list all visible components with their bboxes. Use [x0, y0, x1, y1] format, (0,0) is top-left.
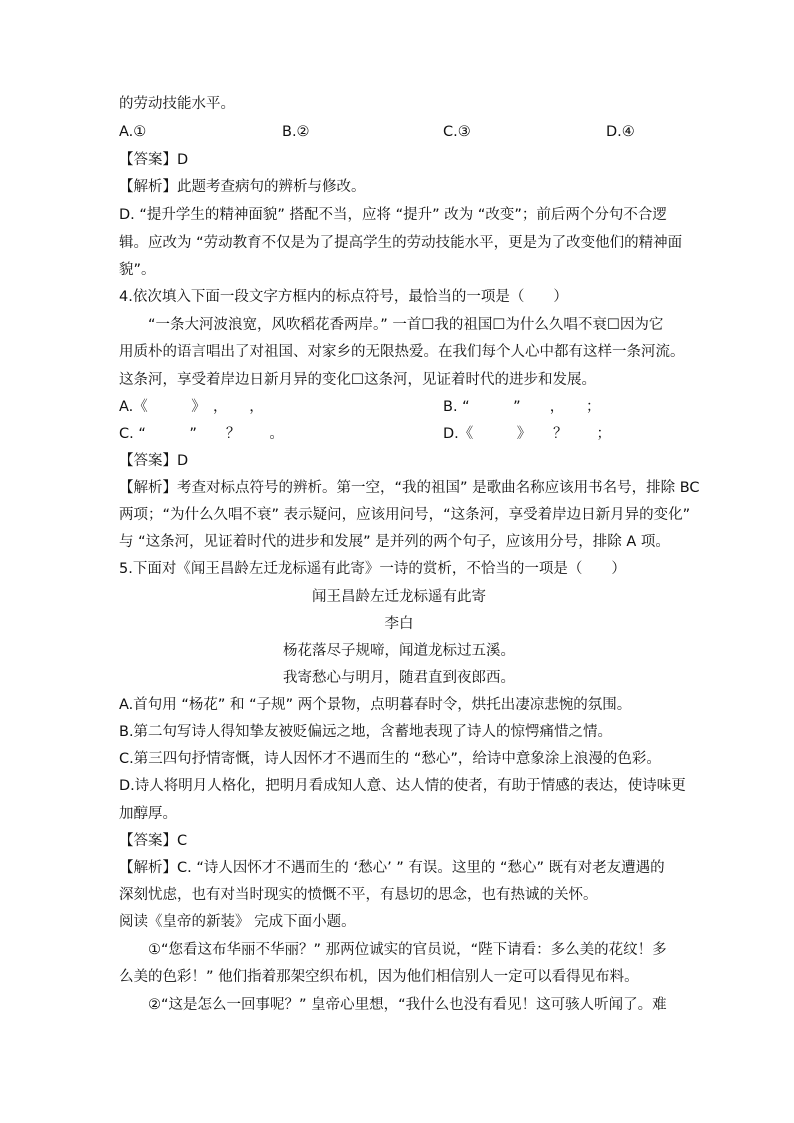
poem-title: 闻王昌龄左迁龙标遥有此寄: [312, 589, 486, 605]
q3-answer: 【答案】D: [119, 152, 189, 168]
q5-analysis-2: 深刻忧虑，也有对当时现实的愤慨不平，有恳切的思念，也有热诚的关怀。: [119, 887, 598, 903]
poem-author: 李白: [384, 616, 414, 632]
q4-passage-2: 用质朴的语言唱出了对祖国、对家乡的无限热爱。在我们每个人心中都有这样一条河流。: [119, 344, 685, 360]
reading-para1-line1: ①“您看这布华丽不华丽？” 那两位诚实的官员说，“陛下请看：多么美的花纹！多: [148, 942, 667, 958]
q3-analysis-3: 辑。应改为 “劳动教育不仅是为了提高学生的劳动技能水平，更是为了改变他们的精神面: [119, 235, 683, 251]
q3-tail: 的劳动技能水平。: [119, 96, 235, 112]
q4-passage-1: “一条大河波浪宽，风吹稻花香两岸。” 一首☐我的祖国☐为什么久唱不衰☐因为它: [148, 317, 664, 333]
q3-option-d: D.④: [606, 124, 635, 140]
q5-analysis-1: 【解析】C. “诗人因怀才不遇而生的 ‘愁心’ ” 有误。这里的 “愁心” 既有对老友遭遇的: [119, 860, 665, 876]
q4-analysis-3: 与 “这条河，见证着时代的进步和发展” 是并列的两个句子，应该用分号，排除 A 项。: [119, 534, 670, 550]
q3-analysis-1: 【解析】此题考查病句的辨析与修改。: [119, 179, 366, 195]
q5-option-b: B.第二句写诗人得知挚友被贬偏远之地，含蓄地表现了诗人的惊愕痛惜之情。: [119, 724, 613, 740]
q4-option-b: B. “ ” ， ；: [443, 399, 601, 415]
q4-analysis-1: 【解析】考查对标点符号的辨析。第一空，“我的祖国” 是歌曲名称应该用书名号，排除 BC: [119, 480, 700, 496]
reading-para2-line1: ②“这是怎么一回事呢？” 皇帝心里想，“我什么也没有看见！这可骇人听闻了。难: [148, 997, 667, 1013]
q3-option-b: B.②: [282, 124, 310, 140]
q5-stem: 5.下面对《闻王昌龄左迁龙标遥有此寄》一诗的赏析，不恰当的一项是（ ）: [119, 561, 626, 577]
reading-para1-line2: 么美的色彩！” 他们指着那架空织布机，因为他们相信别人一定可以看得见布料。: [119, 969, 639, 985]
q4-option-a: A.《 》 ， ，: [119, 399, 264, 415]
poem-line-2: 我寄愁心与明月，随君直到夜郎西。: [283, 670, 515, 686]
q3-option-c: C.③: [443, 124, 471, 140]
reading-intro: 阅读《皇帝的新装》 完成下面小题。: [119, 914, 356, 930]
q5-option-a: A.首句用 “杨花” 和 “子规” 两个景物，点明暮春时令，烘托出凄凉悲惋的氛围。: [119, 697, 632, 713]
q4-stem: 4.依次填入下面一段文字方框内的标点符号，最恰当的一项是（ ）: [119, 289, 568, 305]
q3-option-a: A.①: [119, 124, 147, 140]
q4-option-c: C. “ ” ？ 。: [119, 426, 284, 442]
q4-option-d: D.《 》 ？ ；: [443, 426, 612, 442]
q5-answer: 【答案】C: [119, 833, 188, 849]
q5-option-d-1: D.诗人将明月人格化，把明月看成知人意、达人情的使者，有助于情感的表达，使诗味更: [119, 778, 686, 794]
q3-analysis-2: D. “提升学生的精神面貌” 搭配不当，应将 “提升” 改为 “改变”；前后两个分句不合逻: [119, 207, 667, 223]
q5-option-c: C.第三四句抒情寄慨，诗人因怀才不遇而生的 “愁心”，给诗中意象涂上浪漫的色彩。: [119, 751, 661, 767]
q4-passage-3: 这条河，享受着岸边日新月异的变化☐这条河，见证着时代的进步和发展。: [119, 372, 596, 388]
q4-answer: 【答案】D: [119, 453, 189, 469]
q5-option-d-2: 加醇厚。: [119, 806, 177, 822]
q4-analysis-2: 两项；“为什么久唱不衰” 表示疑问，应该用问号，“这条河，享受着岸边日新月异的变化”: [119, 507, 691, 523]
poem-line-1: 杨花落尽子规啼，闻道龙标过五溪。: [283, 643, 515, 659]
q3-analysis-4: 貌”。: [119, 262, 156, 278]
